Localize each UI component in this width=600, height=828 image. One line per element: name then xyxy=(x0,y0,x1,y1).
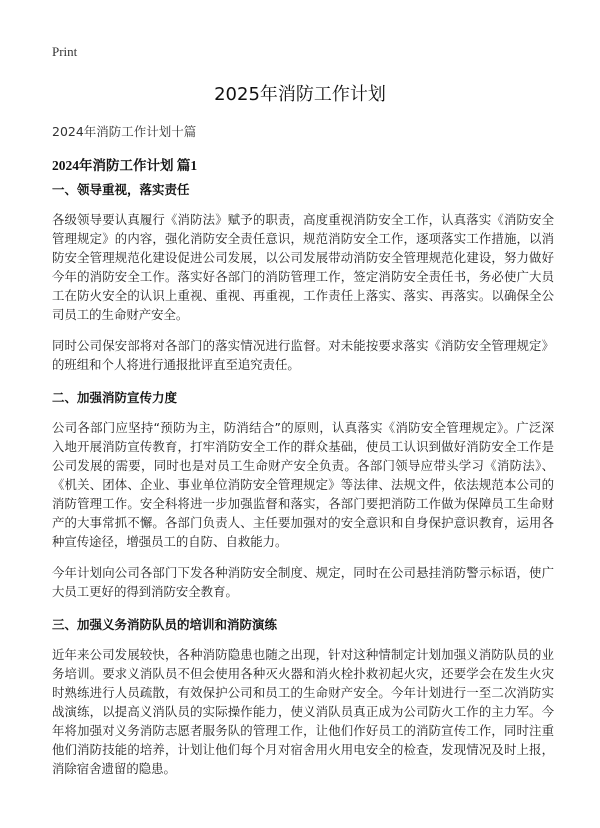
section-2-paragraph-2: 今年计划向公司各部门下发各种消防安全制度、规定，同时在公司悬挂消防警示标语，使广大员工更好的得到消防安全教育。 xyxy=(52,565,554,599)
section-heading: 2024年消防工作计划 篇1 xyxy=(52,158,198,173)
document-subtitle: 2024年消防工作计划十篇 xyxy=(52,124,197,139)
print-link[interactable]: Print xyxy=(52,44,78,59)
section-1-paragraph-1: 各级领导要认真履行《消防法》赋予的职责，高度重视消防安全工作，认真落实《消防安全管理规定》的内容，强化消防安全责任意识，规范消防安全工作，逐项落实工作措施，以消防安全管理规范化建设促进公司发展，以公司发展带动消防安全管理规范化建设，努力做好今年的消防安全工作。落实好各部门的消防管理工作，签定消防安全责任书，务必使广大员工在防火安全的认识上重视、重视、再重视，工作责任上落实、落实、再落实。以确保全公司员工的生命财产安全。 xyxy=(52,212,554,322)
section-1-paragraph-2: 同时公司保安部将对各部门的落实情况进行监督。对未能按要求落实《消防安全管理规定》的班组和个人将进行通报批评直至追究责任。 xyxy=(52,338,554,372)
section-2-paragraph-1: 公司各部门应坚持“预防为主，防消结合”的原则，认真落实《消防安全管理规定》。广泛深入地开展消防宣传教育，打牢消防安全工作的群众基础，使员工认识到做好消防安全工作是公司发展的需要，同时也是对员工生命财产安全负责。各部门领导应带头学习《消防法》、《机关、团体、企业、事业单位消防安全管理规定》等法律、法规文件，依法规范本公司的消防管理工作。安全科将进一步加强监督和落实，各部门要把消防工作做为保障员工生命财产的大事常抓不懈。各部门负责人、主任要加强对的安全意识和自身保护意识教育，运用各种宣传途径，增强员工的自防、自救能力。 xyxy=(52,420,554,549)
page-title: 2025年消防工作计划 xyxy=(214,84,386,105)
document-body xyxy=(52,180,554,790)
section-3-paragraph-1: 近年来公司发展较快，各种消防隐患也随之出现，针对这种情制定计划加强义消防队员的业务培训。要求义消队员不但会使用各种灭火器和消火栓扑救初起火灾，还要学会在发生火灾时熟练进行人员疏散，有效保护公司和员工的生命财产安全。今年计划进行一至二次消防实战演练，以提高义消队员的实际操作能力，使义消队员真正成为公司防火工作的主力军。今年将加强对义务消防志愿者服务队的管理工作，让他们作好员工的消防宣传工作，同时注重他们消防技能的培养，计划让他们每个月对宿舍用火用电安全的检查，发现情况及时上报，消除宿舍遗留的隐患。 xyxy=(52,647,554,776)
section-2-heading: 二、加强消防宣传力度 xyxy=(52,390,178,405)
section-1-heading: 一、领导重视，落实责任 xyxy=(52,182,190,197)
section-3-heading: 三、加强义务消防队员的培训和消防演练 xyxy=(52,617,278,632)
